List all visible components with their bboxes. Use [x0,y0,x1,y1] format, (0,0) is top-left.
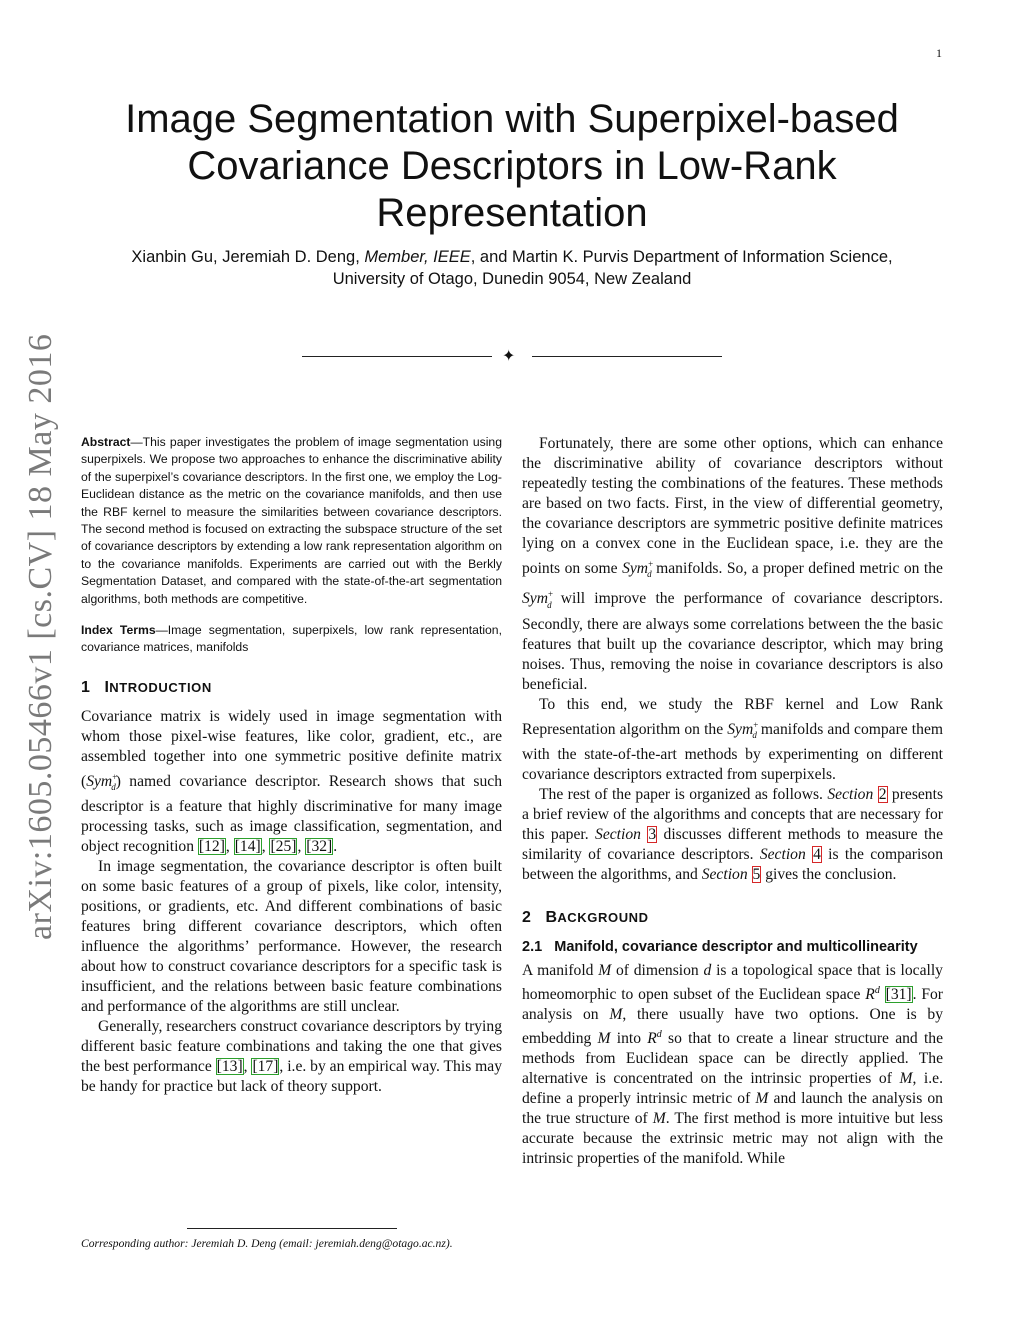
citation-link[interactable]: [13] [216,1058,243,1076]
sym-d-plus-math: Sym [86,773,113,791]
page-number: 1 [936,46,942,60]
author-block [80,246,944,290]
index-terms-text: —Image segmentation, superpixels, low rank representation, covariance matrices, manifolds [81,623,502,655]
subsection-2-1-number: 2.1 [522,938,543,955]
right-p3-text-a: The rest of the paper is organized as follows. [539,785,828,803]
euclidean-space-symbol: R [647,1030,657,1048]
header-separator [302,348,722,366]
manifold-symbol: M [899,1070,913,1088]
manifold-symbol: M [598,961,612,979]
section-2-number: 2 [522,908,532,926]
intro-paragraph-3: Generally, researchers construct covariance descriptors by trying different basic feature combinations and taking the one that gives the best performance [13], [17], i.e. by an empirical way. This may be handy for practice but lack of theory support. [81,1018,503,1096]
subsection-2-1-heading [522,937,943,957]
section-1-title-rest: NTRODUCTION [109,679,212,695]
right-p2-text-b: manifolds and compare them with the state-of-the-art methods by experimenting on different covariance descriptors extracted from superpixels. [522,720,943,783]
bg-p1-text-k: . The first method is more intuitive but less accurate because the extrinsic metric may not align with the intrinsic properties of the manifold. While [522,1110,943,1168]
index-terms-label: Index Terms [81,623,156,638]
separator-line-right [532,356,722,357]
right-p2-text-a: To this end, we study the RBF kernel and Low Rank Representation algorithm on the [522,695,943,738]
bg-p1-text-b: of dimension [611,961,704,979]
bg-p1-text-c: is a topological space that is locally homeomorphic to open subset of the Euclidean space [522,961,943,1004]
section-ref-label: Section [759,845,806,863]
manifold-symbol: M [652,1110,666,1128]
intro-paragraph-1: Covariance matrix is widely used in image segmentation with whom those pixel-wise features, like color, gradient, etc., are assembled together into one symmetric positive definite matrix (Sym+$_d$) named covariance descriptor. Research shows that such descriptor is a feature that highly discriminative for many image processing tasks, such as image classification, segmentation, and object recognition [12], [14], [25], [32]. [81,707,502,856]
bg-p1-text-i: , i.e. define a properly intrinsic metric of [522,1070,943,1108]
right-paragraph-3 [522,785,943,885]
right-p3-text-b: presents a brief review of the algorithms and concepts that are necessary for this paper. [522,785,944,843]
author-line [80,246,944,268]
separator-line-left [302,356,492,357]
arxiv-stamp[interactable]: arXiv:1605.05466v1 [cs.CV] 18 May 2016 [22,333,59,940]
intro-p1-text-b: ) named covariance descriptor. Research shows that such descriptor is a feature that highly discriminative for many image processing tasks, such as image classification, segmentation, and object recognition [81,773,502,856]
section-2-heading [522,909,943,927]
abstract-text: —This paper investigates the problem of image segmentation using superpixels. We propose two approaches to enhance the discriminative ability of the superpixel’s covariance descriptors. In the first one, we employ the Log-Euclidean distance as the metric on the covariance manifolds, and then use the RBF kernel to measure the similarities between covariance descriptors. The second method is focused on extracting the subspace structure of the set of covariance descriptors by extending a low rank representation algorithm on to the covariance manifolds. Experiments are carried out with the Berkly Segmentation Dataset, and compared with the state-of-the-art segmentation algorithms, both methods are competitive. [81,435,502,606]
bg-p1-text-j: and launch the analysis on the true structure of [522,1090,943,1128]
subsection-2-1-title: Manifold, covariance descriptor and multicollinearity [554,938,918,955]
footnote: Corresponding author: Jeremiah D. Deng (email: jeremiah.deng@otago.ac.nz). [81,1237,453,1250]
right-p3-text-d: is the comparison between the algorithms, and [522,845,943,883]
citation-link[interactable]: [31] [885,986,912,1004]
bg-p1-text-g: into [610,1030,648,1048]
right-paragraph-1: Fortunately, there are some other options, which can enhance the discriminative ability of covariance descriptors without repeatedly testing the combinations of the features. These methods are based on two facts. First, in the view of differential geometry, the covariance descriptors are symmetric positive definite matrices lying on a convex cone in the Euclidean space, i.e. they are the points on some Sym+$_d$ manifolds. So, a proper defined metric on the Sym+$_d$ will improve the performance of covariance descriptors. Secondly, there are always some correlations between the the basic features that built up the covariance descriptor, which may bring noises. Thus, removing the noise in covariance descriptors is also beneficial. [522,435,943,693]
bg-p1-text-a: A manifold [522,961,599,979]
section-ref-link[interactable]: 3 [648,825,657,843]
separator-diamond-icon: ✦ [502,348,516,365]
right-p1-text-a: Fortunately, there are some other options, which can enhance the discriminative ability of covariance descriptors without repeatedly testing the combinations of the features. These methods are based on two facts. First, in the view of differential geometry, the covariance descriptors are symmetric positive definite matrices lying on a convex cone in the Euclidean space, i.e. they are the points on some [522,435,943,578]
footnote-rule [187,1228,397,1229]
manifold-symbol: M [755,1090,769,1108]
intro-p3-text-a: Generally, researchers construct covariance descriptors by trying different basic feature combinations and taking the one that gives the best performance [81,1018,502,1076]
section-ref-link[interactable]: 5 [752,865,761,883]
background-paragraph-1: A manifold M of dimension d is a topological space that is locally homeomorphic to open subset of the Euclidean space $R^d$ [31]. For analysis on M, there usually have two options. One is by embedding M into $R^d$ so that to create a linear structure and the methods from Euclidean space can be directly applied. The alternative is concentrated on the intrinsic properties of M, i.e. define a properly intrinsic metric of M and launch the analysis on the true structure of M. The first method is more intuitive but less accurate because the extrinsic metric may not align with the intrinsic properties of the manifold. While [522,961,944,1168]
abstract-label: Abstract [81,435,131,449]
right-p3-text-c: discusses different methods to measure the similarity of covariance descriptors. [522,825,943,863]
manifold-symbol: M [609,1006,623,1024]
abstract [81,434,502,608]
intro-p3-text-b: , i.e. by an empirical way. This may be handy for practice but lack of theory support. [81,1058,503,1096]
manifold-symbol: M [597,1030,611,1048]
right-paragraph-2: To this end, we study the RBF kernel and Low Rank Representation algorithm on the Sym+$_d$ manifolds and compare them with the state-of-the-art methods by experimenting on different covariance descriptors extracted from superpixels. [522,695,943,783]
sym-d-plus-math: Sym [727,720,754,738]
section-ref-link[interactable]: 4 [813,845,821,863]
paper-title: Image Segmentation with Superpixel-based Covariance Descriptors in Low-Rank Representation [125,97,899,235]
left-column [81,434,502,1097]
bg-p1-text-h: so that to create a linear structure and the methods from Euclidean space can be directly applied. The alternative is concentrated on the intrinsic properties of [522,1030,944,1088]
right-p3-text-e: gives the conclusion. [761,865,897,883]
author-rest: , and Martin K. Purvis Department of Information Science, [470,248,893,266]
euclidean-space-symbol: R [865,986,875,1004]
right-p1-text-b: manifolds. So, a proper defined metric on the [651,560,943,578]
author-names: Xianbin Gu, Jeremiah D. Deng, [131,248,365,266]
citation-link[interactable]: [14] [234,838,261,856]
section-ref-label: Section [701,865,748,883]
section-2-title-rest: ACKGROUND [557,909,649,925]
right-column [522,434,943,1169]
section-1-heading [81,679,502,697]
affiliation: University of Otago, Dunedin 9054, New Zealand [332,270,692,288]
citation-link[interactable]: [17] [252,1058,279,1076]
section-ref-label: Section [595,825,641,843]
dimension-symbol: d [703,961,712,979]
citation-link[interactable]: [12] [198,838,225,856]
right-p1-text-c: will improve the performance of covariance descriptors. Secondly, there are always some correlations between the the basic features that built up the covariance descriptor, which may bring noises. Thus, removing the noise in covariance descriptors is also beneficial. [522,590,943,693]
sym-d-plus-math: Sym [622,560,649,578]
bg-p1-text-e: . For analysis on [522,986,943,1024]
bg-p1-text-f: , there usually have two options. One is by embedding [522,1006,943,1048]
section-1-number: 1 [81,678,91,696]
section-2-title-initial: B [545,908,558,926]
index-terms [81,622,502,657]
section-ref-link[interactable]: 2 [878,785,887,803]
sym-d-plus-math: Sym [522,590,548,608]
author-membership: Member, IEEE [364,248,471,266]
intro-paragraph-2: In image segmentation, the covariance descriptor is often built on some basic features of a group of pixels, like color, intensity, positions, or gradients, etc. And different combinations of basic features bring different covariance descriptors, which often influence the algorithms’ performance. However, the research about how to construct covariance descriptors for a specific task is insufficient, and the relations between basic feature combinations and performance of the algorithms are still unclear. [81,858,502,1016]
intro-p1-text-a: Covariance matrix is widely used in image segmentation with whom those pixel-wise features, like color, gradient, etc., are assembled together into one symmetric positive definite matrix ( [81,707,502,791]
section-ref-label: Section [827,785,874,803]
citation-link[interactable]: [25] [270,838,297,856]
citation-link[interactable]: [32] [306,838,333,856]
section-1-title-initial: I [104,678,110,696]
